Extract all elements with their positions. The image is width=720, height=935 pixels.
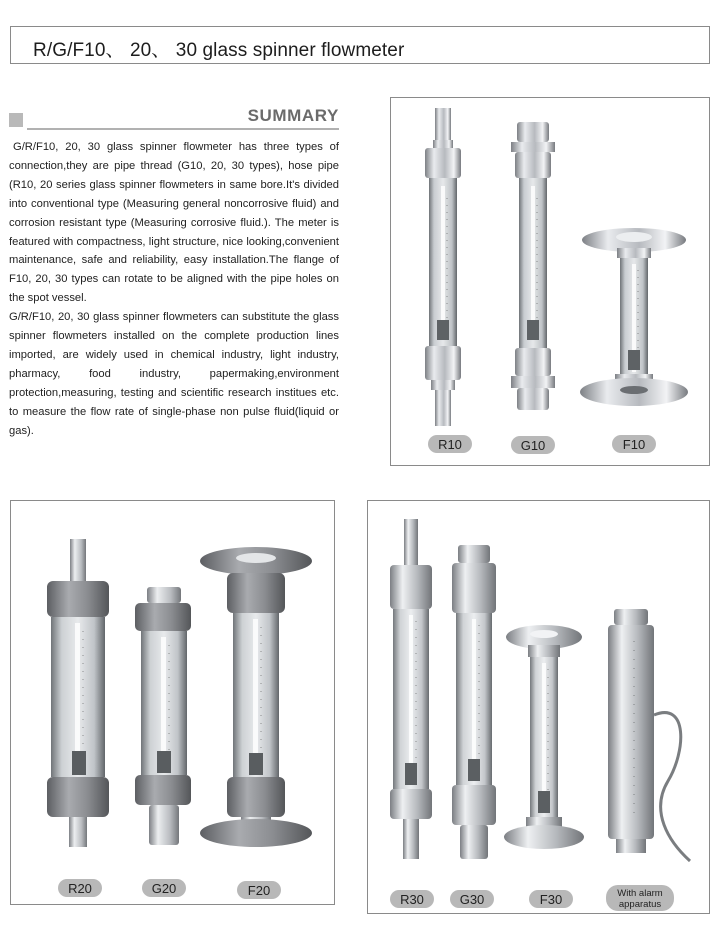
summary-body [9, 138, 339, 441]
r30-label: R30 [400, 892, 424, 907]
flowmeter-photo-group-20 [11, 501, 335, 905]
f10-label: F10 [622, 437, 646, 452]
g10-flowmeter-image [511, 122, 555, 410]
heading-rule [27, 128, 339, 130]
f30-label: F30 [539, 892, 563, 907]
panel-r30-g30-f30-alarm [367, 500, 710, 914]
summary-paragraph-2: G/R/F10, 20, 30 glass spinner flowmeters can substitute the glass spinner flowmeters installed on the complete production lines imported, are widely used in chemical industry, light industry, pharmacy, food industry, papermaking,environment protection,measuring, testing and scientific research institues etc. to measure the flow rate of single-phase non pulse fluid(liquid or gas). [9, 311, 339, 437]
g30-flowmeter-image [452, 545, 496, 859]
g10-label: G10 [520, 438, 546, 453]
r30-flowmeter-image [390, 519, 432, 859]
summary-heading-bar [9, 106, 339, 130]
heading-square [9, 113, 23, 127]
page-title: R/G/F10、 20、 30 glass spinner flowmeter [33, 40, 405, 61]
alarm-flowmeter-image [608, 609, 690, 861]
f20-label: F20 [247, 883, 271, 898]
flowmeter-photo-group-10 [391, 98, 710, 466]
panel-r20-g20-f20 [10, 500, 335, 905]
flowmeter-photo-group-30 [368, 501, 710, 914]
panel-r10-g10-f10 [390, 97, 710, 466]
r10-label: R10 [438, 437, 462, 452]
alarm-label-line-2: apparatus [618, 899, 662, 910]
f10-flowmeter-image [580, 228, 688, 406]
summary-paragraph-1: G/R/F10, 20, 30 glass spinner flowmeter has three types of connection,they are pipe thread (G10, 20, 30 types), hose pipe (R10, 20 series glass spinner flowmeters in same bore.It's divided into conventional type (Measuring general noncorrosive fluid) and corrosion resistant type (Measuring corrosive fluid.). The meter is featured with compactness, light structure, nice looking,convenient maintenance, safe and reliability, easy installation.The flange of F10, 20, 30 types can rotate to be aligned with the pipe holes on the spot vessel. [9, 141, 339, 305]
alarm-label-line-1: With alarm [617, 888, 663, 899]
r20-flowmeter-image [47, 539, 109, 847]
f20-flowmeter-image [200, 547, 312, 847]
r10-flowmeter-image [425, 108, 461, 426]
g30-label: G30 [459, 892, 485, 907]
title-box [10, 26, 710, 64]
f30-flowmeter-image [504, 625, 584, 849]
g20-flowmeter-image [135, 587, 191, 845]
summary-heading: SUMMARY [247, 106, 339, 125]
r20-label: R20 [68, 881, 92, 896]
g20-label: G20 [151, 881, 177, 896]
